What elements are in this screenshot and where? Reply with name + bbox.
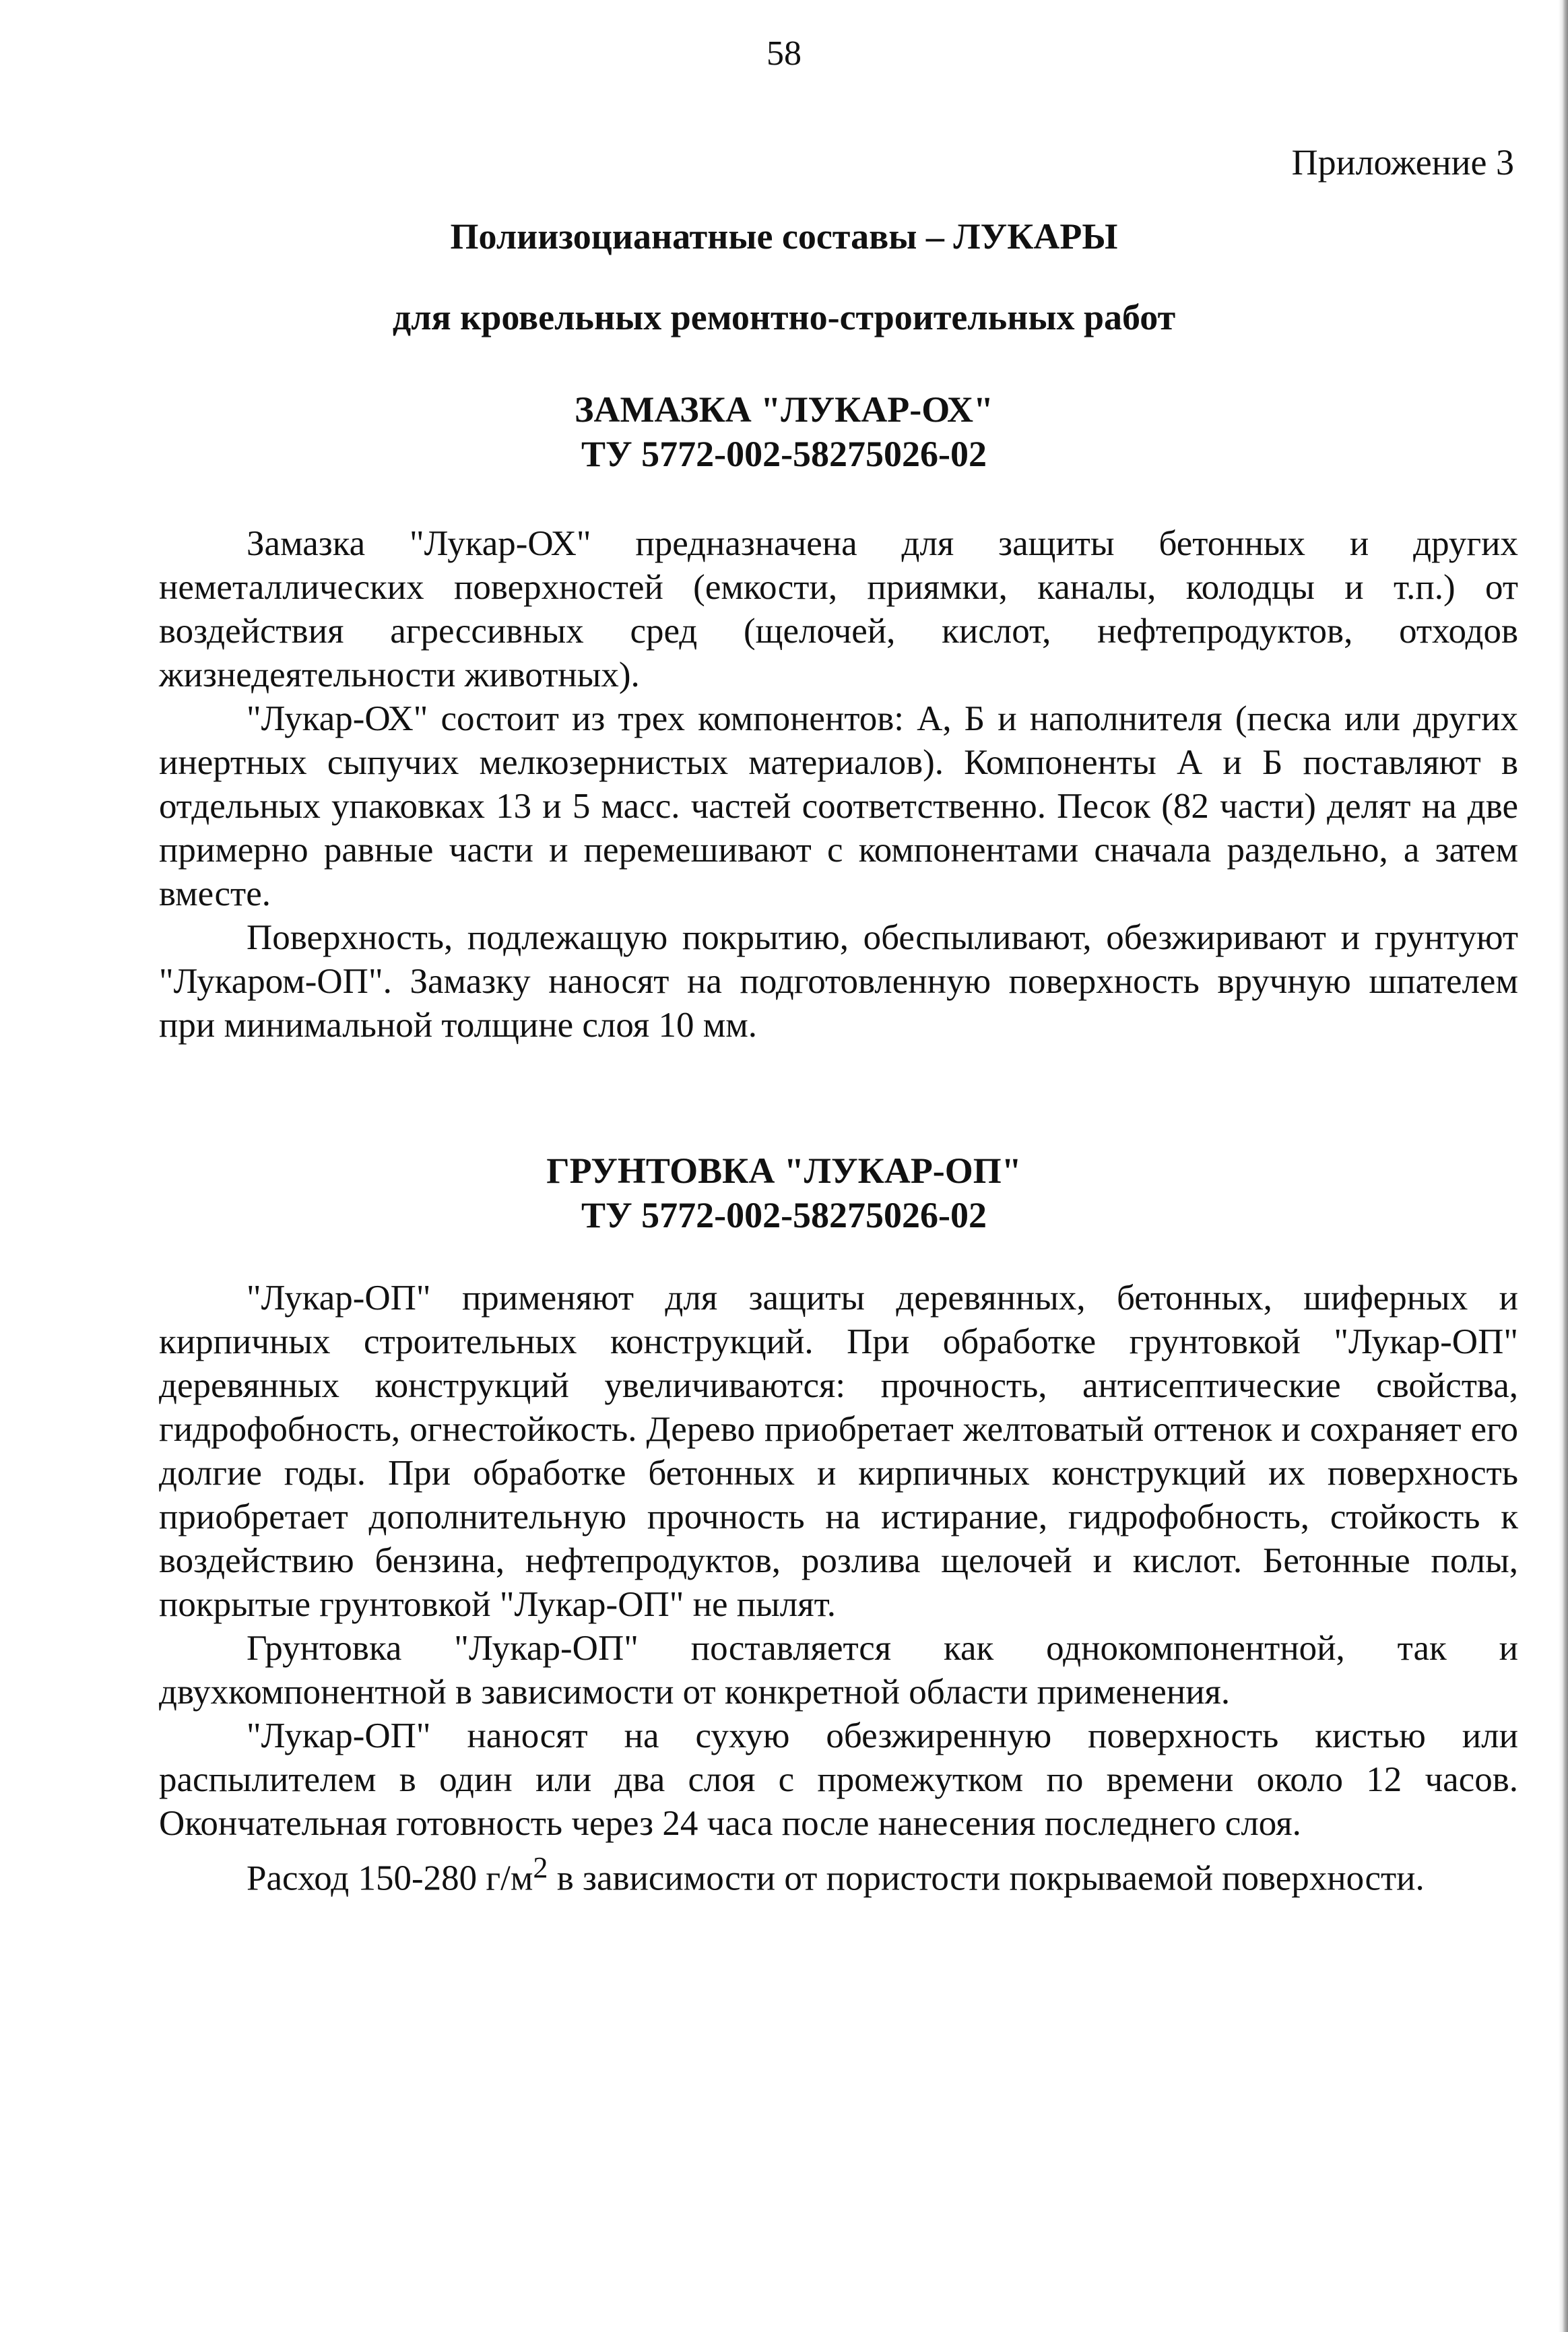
appendix-label: Приложение 3 — [1291, 142, 1514, 183]
unit-superscript: 2 — [533, 1851, 548, 1884]
paragraph: "Лукар-ОП" применяют для защиты деревянных, бетонных, шиферных и кирпичных строительных конструкций. При обработке грунтовкой "Лукар-ОП" деревянных конструкций увеличиваются: прочность, антисептические свойства, гидрофобность, огнестойкость. Дерево приобретает желтоватый оттенок и сохраняет его долгие годы. При обработке бетонных и кирпичных конструкций их поверхность приобретает дополнительную прочность на истирание, гидрофобность, стойкость к воздействию бензина, нефтепродуктов, розлива щелочей и кислот. Бетонные полы, покрытые грунтовкой "Лукар-ОП" не пылят. — [159, 1278, 1518, 1624]
paragraph: Замазка "Лукар-ОХ" предназначена для защиты бетонных и других неметаллических поверхностей (емкости, приямки, каналы, колодцы и т.п.) от воздействия агрессивных сред (щелочей, кислот, нефтепродуктов, отходов жизнедеятельности животных). — [159, 524, 1518, 694]
section-heading-lukar-op — [0, 1148, 1568, 1237]
consumption-text-suffix: в зависимости от пористости покрываемой поверхности. — [548, 1858, 1425, 1898]
section-heading-lukar-oh — [0, 387, 1568, 476]
page-number: 58 — [766, 34, 802, 73]
consumption-paragraph — [159, 1846, 1518, 1901]
section-body-lukar-op — [159, 1276, 1518, 1901]
paragraph: Поверхность, подлежащую покрытию, обеспыливают, обезжиривают и грунтуют "Лукаром-ОП". Замазку наносят на подготовленную поверхность вручную шпателем при минимальной толщине слоя 10 мм. — [159, 918, 1518, 1045]
section-body-lukar-oh — [159, 522, 1518, 1047]
document-title-line2: для кровельных ремонтно-строительных работ — [392, 297, 1176, 337]
section-tu-code: ТУ 5772-002-58275026-02 — [581, 434, 987, 474]
document-title-line1: Полиизоцианатные составы – ЛУКАРЫ — [450, 216, 1118, 257]
paragraph: "Лукар-ОП" наносят на сухую обезжиренную поверхность кистью или распылителем в один или два слоя с промежутком по времени около 12 часов. Окончательная готовность через 24 часа после нанесения последнего слоя. — [159, 1716, 1518, 1843]
section-title: ГРУНТОВКА "ЛУКАР-ОП" — [546, 1151, 1022, 1191]
paragraph: "Лукар-ОХ" состоит из трех компонентов: А, Б и наполнителя (песка или других инертных сыпучих мелкозернистых материалов). Компоненты А и Б поставляют в отдельных упаковках 13 и 5 масс. частей соответственно. Песок (82 части) делят на две примерно равные части и перемешивают с компонентами сначала раздельно, а затем вместе. — [159, 699, 1518, 913]
consumption-text-prefix: Расход 150-280 г/м — [247, 1858, 533, 1898]
section-tu-code: ТУ 5772-002-58275026-02 — [581, 1195, 987, 1235]
section-title: ЗАМАЗКА "ЛУКАР-ОХ" — [574, 389, 993, 430]
paragraph: Грунтовка "Лукар-ОП" поставляется как однокомпонентной, так и двухкомпонентной в зависимости от конкретной области применения. — [159, 1629, 1518, 1712]
